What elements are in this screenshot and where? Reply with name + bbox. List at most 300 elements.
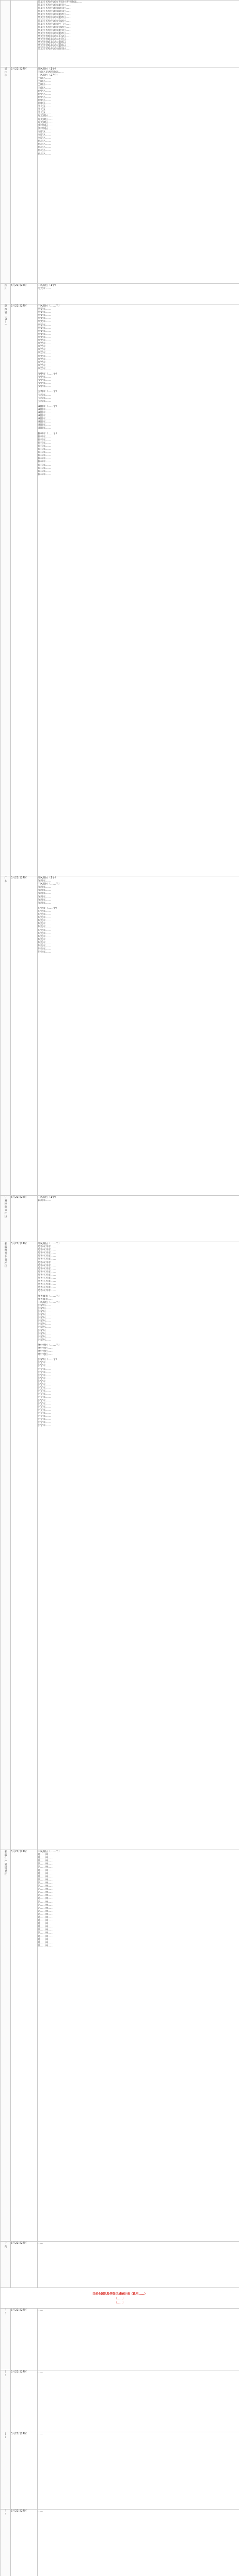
region-name: 陕西省（含…） bbox=[4, 304, 7, 327]
area-list-item: 伊宁市…… bbox=[38, 1380, 51, 1383]
area-list-cell bbox=[38, 2510, 239, 2576]
area-list-item: 乌鲁木齐市…… bbox=[38, 1289, 56, 1293]
area-list-item: 第……师…… bbox=[38, 1903, 54, 1907]
area-list-item: 西安市…… bbox=[38, 364, 51, 367]
area-list-item: 伊犁州…… bbox=[38, 1323, 51, 1326]
area-list-item: 伊宁市…… bbox=[38, 1393, 51, 1396]
area-list-item: 西安市…… bbox=[38, 361, 51, 364]
area-list-item: 乌鲁木齐市…… bbox=[38, 1255, 56, 1258]
area-list-item: 伊犁州…… bbox=[38, 1326, 51, 1329]
area-list-item: 巴南区…… bbox=[38, 77, 51, 80]
area-list-item: 伊宁市…… bbox=[38, 1370, 51, 1374]
area-list-item: 伊宁市…… bbox=[38, 1389, 51, 1393]
tail-table-body bbox=[1, 2309, 239, 2576]
area-list-item: 第……师…… bbox=[38, 1916, 54, 1919]
area-list-item: 黑龙江省哈尔滨市南岗区…… bbox=[38, 47, 72, 51]
area-list-item: 第……师…… bbox=[38, 1925, 54, 1929]
area-list-item: 黑龙江省哈尔滨市呼兰区…… bbox=[38, 22, 72, 26]
date-cell bbox=[11, 2510, 38, 2576]
area-list-item: 榆林市…… bbox=[38, 469, 51, 473]
area-list-item: 喀什地区…… bbox=[38, 1347, 54, 1350]
area-list-item: 渝中区…… bbox=[38, 92, 51, 96]
region-name: 新疆生产建设兵团 bbox=[4, 1850, 7, 1876]
region-row bbox=[1, 1850, 239, 2242]
area-list-item: 黑龙江省哈尔滨市道外区…… bbox=[38, 41, 72, 45]
area-list-item: 第……师…… bbox=[38, 1931, 54, 1935]
area-list-item: 吐鲁番市（……个） bbox=[38, 1294, 61, 1298]
area-list-item: 汉中市…… bbox=[38, 385, 51, 388]
area-list-item: 高风险区（……个） bbox=[38, 1242, 61, 1245]
area-list-item: 南岸区…… bbox=[38, 130, 51, 133]
area-list-item: 第……师…… bbox=[38, 1859, 54, 1863]
region-name: 四川 bbox=[4, 284, 7, 291]
area-list-item: 伊宁市…… bbox=[38, 1421, 51, 1425]
area-list-item: 榆林市…… bbox=[38, 441, 51, 445]
area-list-item: 西安市…… bbox=[38, 351, 51, 355]
area-list-item: 深圳市…… bbox=[38, 895, 51, 899]
area-list-item: 第……师…… bbox=[38, 1894, 54, 1897]
region-cell bbox=[1, 2510, 11, 2576]
area-list-item: 榆林市…… bbox=[38, 463, 51, 467]
area-list-item: 渝北区…… bbox=[38, 143, 51, 146]
area-list-item: 咸阳市…… bbox=[38, 427, 51, 430]
area-list-item: 咸阳市（……个） bbox=[38, 404, 59, 408]
area-list-item: 榆林市…… bbox=[38, 444, 51, 448]
region-row bbox=[1, 1, 239, 67]
area-list-cell bbox=[38, 284, 239, 304]
update-date: 3月22日24时 bbox=[11, 1850, 27, 1853]
area-list-item: 西安市…… bbox=[38, 323, 51, 327]
area-list-item: 伊宁市…… bbox=[38, 1374, 51, 1377]
area-list-item: 第……师…… bbox=[38, 1866, 54, 1869]
region-row bbox=[1, 2510, 239, 2576]
area-list-item: 西安市…… bbox=[38, 348, 51, 352]
area-list-item: 深圳市…… bbox=[38, 901, 51, 905]
area-list-item: 巴南区…… bbox=[38, 83, 51, 87]
area-list-item: 中风险区（……个） bbox=[38, 883, 61, 886]
area-list-item: …… bbox=[38, 2242, 43, 2245]
region-name: 宁夏回族自治区 bbox=[4, 1196, 7, 1218]
risk-table-body bbox=[1, 1, 239, 2288]
date-cell bbox=[11, 2370, 38, 2432]
date-cell bbox=[11, 304, 38, 876]
area-list-item: 吐鲁番市…… bbox=[38, 1297, 54, 1301]
area-list-item: 汉中市…… bbox=[38, 379, 51, 382]
area-list-item: 西安市…… bbox=[38, 367, 51, 370]
area-list-item: 伊宁市…… bbox=[38, 1405, 51, 1409]
area-list-item: 西安市…… bbox=[38, 317, 51, 320]
area-list-item: 东莞市…… bbox=[38, 944, 51, 947]
area-list-item: 东莞市…… bbox=[38, 919, 51, 923]
update-date: 3月22日24时 bbox=[11, 2309, 27, 2312]
notice-cell bbox=[1, 2288, 239, 2309]
region-cell bbox=[1, 2432, 11, 2510]
area-list-cell bbox=[38, 1242, 239, 1850]
area-list-item: 榆林市…… bbox=[38, 454, 51, 457]
area-list-item: 渝中区…… bbox=[38, 102, 51, 106]
area-list-item: 乌鲁木齐市…… bbox=[38, 1251, 56, 1255]
date-cell bbox=[11, 284, 38, 304]
area-list-item: 巴南区…… bbox=[38, 86, 51, 90]
date-cell bbox=[11, 1, 38, 67]
area-list-item: 伊宁市…… bbox=[38, 1364, 51, 1368]
area-list-item: 乌鲁木齐市…… bbox=[38, 1270, 56, 1274]
area-list-item: 南岸区…… bbox=[38, 133, 51, 137]
region-cell bbox=[1, 1196, 11, 1242]
area-list-item: 渝北区…… bbox=[38, 149, 51, 152]
area-list-item: …… bbox=[38, 2432, 43, 2435]
area-list-item: 第……师…… bbox=[38, 1944, 54, 1947]
area-list-item: 第……师…… bbox=[38, 1938, 54, 1941]
date-cell bbox=[11, 1242, 38, 1850]
area-list-item: 渝中区…… bbox=[38, 95, 51, 99]
area-list-item: 东莞市…… bbox=[38, 913, 51, 917]
area-list-item: 渝中区…… bbox=[38, 98, 51, 102]
area-list-item: 沙坪坝区…… bbox=[38, 124, 54, 127]
area-list-item: 伊宁市…… bbox=[38, 1386, 51, 1390]
area-list-item: 南充市 …… bbox=[38, 287, 52, 291]
area-list-item: …… bbox=[38, 2370, 43, 2374]
area-list-item: 第……师…… bbox=[38, 1856, 54, 1860]
notice-row bbox=[1, 2288, 239, 2309]
area-list-item: 伊宁市…… bbox=[38, 1418, 51, 1421]
area-list-item: …… bbox=[38, 2309, 43, 2312]
region-name: …… bbox=[4, 2309, 7, 2315]
region-name: …… bbox=[4, 2370, 7, 2377]
area-list-item: 伊犁州…… bbox=[38, 1310, 51, 1313]
update-date: 3月22日24时 bbox=[11, 67, 27, 71]
region-cell bbox=[1, 1850, 11, 2242]
region-row bbox=[1, 876, 239, 1196]
region-row bbox=[1, 1242, 239, 1850]
notice-subtitle: （……） bbox=[114, 2297, 125, 2300]
area-list-item: 第……师…… bbox=[38, 1906, 54, 1910]
area-list-item: 黑龙江省哈尔滨市松北区…… bbox=[38, 25, 72, 29]
area-list-item: …… bbox=[38, 2510, 43, 2513]
area-list-item: 榆林市…… bbox=[38, 438, 51, 442]
area-list-item: 第……师…… bbox=[38, 1869, 54, 1872]
area-list-item: 伊犁州…… bbox=[38, 1313, 51, 1317]
update-date: 3月22日24时 bbox=[11, 876, 27, 879]
area-list-item: 东莞市…… bbox=[38, 931, 51, 935]
area-list-item: 宝鸡市（……个） bbox=[38, 390, 59, 394]
area-list-item: 伊犁州…… bbox=[38, 1316, 51, 1320]
area-list-item: 东莞市…… bbox=[38, 916, 51, 920]
area-list-item: 第……师…… bbox=[38, 1897, 54, 1901]
area-list-item: 东莞市…… bbox=[38, 951, 51, 954]
area-list-item: 乌鲁木齐市…… bbox=[38, 1261, 56, 1264]
area-list-item: 第……师…… bbox=[38, 1922, 54, 1926]
area-list-item: 伊犁州…… bbox=[38, 1338, 51, 1342]
area-list-item: 乌鲁木齐市…… bbox=[38, 1273, 56, 1277]
area-list-item: 黑龙江省哈尔滨市松北区…… bbox=[38, 38, 72, 42]
region-row bbox=[1, 2432, 239, 2510]
area-list-cell bbox=[38, 304, 239, 876]
area-list-item: 伊犁州…… bbox=[38, 1329, 51, 1332]
update-date: 3月22日24时 bbox=[11, 2242, 27, 2245]
area-list-item: 黑龙江省哈尔滨市平房区…… bbox=[38, 35, 72, 39]
area-list-item: 第……师…… bbox=[38, 1891, 54, 1894]
region-cell bbox=[1, 876, 11, 1196]
area-list-item: 渝中区…… bbox=[38, 89, 51, 93]
area-list-item: 伊宁市…… bbox=[38, 1411, 51, 1415]
region-cell bbox=[1, 304, 11, 876]
date-cell bbox=[11, 1850, 38, 2242]
area-list-item: 巴南区龙洲湾街道…… bbox=[38, 71, 64, 74]
area-list-item: 榆林市（……个） bbox=[38, 432, 59, 435]
area-list-cell bbox=[38, 2242, 239, 2288]
area-list-item: 深圳市…… bbox=[38, 879, 51, 883]
area-list-cell bbox=[38, 67, 239, 284]
area-list-item: 西安市…… bbox=[38, 345, 51, 349]
area-list-item: 汉中市（……个） bbox=[38, 372, 59, 376]
area-list-item: 咸阳市…… bbox=[38, 408, 51, 411]
area-list-item: 东莞市…… bbox=[38, 941, 51, 944]
area-list-item: 榆林市…… bbox=[38, 460, 51, 464]
area-list-item: 江北区…… bbox=[38, 105, 51, 109]
update-date: 3月22日24时 bbox=[11, 304, 27, 308]
area-list-item: 伊犁州…… bbox=[38, 1319, 51, 1323]
area-list-item: 伊宁市…… bbox=[38, 1408, 51, 1412]
area-list-item: 第……师…… bbox=[38, 1888, 54, 1891]
area-list-item: 喀什地区…… bbox=[38, 1350, 54, 1353]
area-list-item: 榆林市…… bbox=[38, 472, 51, 476]
area-list-item: 巴南区…… bbox=[38, 80, 51, 83]
area-list-item: 第……师…… bbox=[38, 1909, 54, 1913]
update-date: 3月22日24时 bbox=[11, 2432, 27, 2435]
date-cell bbox=[11, 67, 38, 284]
area-list-item: 汉中市…… bbox=[38, 382, 51, 385]
area-list-item: 伊宁市…… bbox=[38, 1383, 51, 1387]
update-date: 3月22日24时 bbox=[11, 2370, 27, 2374]
area-list-item: 中风险区（1个） bbox=[38, 284, 58, 287]
area-list-item: 西安市…… bbox=[38, 342, 51, 346]
region-cell bbox=[1, 67, 11, 284]
area-list-item: 伊犁州…… bbox=[38, 1335, 51, 1338]
area-list-item: 江北区…… bbox=[38, 111, 51, 115]
region-name: 重庆市 bbox=[4, 67, 7, 77]
area-list-item: 东莞市…… bbox=[38, 922, 51, 926]
area-list-item: 第……师…… bbox=[38, 1875, 54, 1878]
area-list-item: 第……师…… bbox=[38, 1878, 54, 1882]
area-list-item: 九龙坡区…… bbox=[38, 121, 54, 124]
area-list-item: 第……师…… bbox=[38, 1935, 54, 1938]
area-list-item: 东莞市（……个） bbox=[38, 906, 59, 910]
area-list-item: 第……师…… bbox=[38, 1862, 54, 1866]
area-list-item: 西安市…… bbox=[38, 358, 51, 361]
update-date: 3月22日24时 bbox=[11, 284, 27, 287]
update-date: 3月22日24时 bbox=[11, 2510, 27, 2513]
area-list-item: 深圳市…… bbox=[38, 886, 51, 889]
area-list-item: 乌鲁木齐市…… bbox=[38, 1258, 56, 1261]
area-list-item: 乌鲁木齐市…… bbox=[38, 1277, 56, 1280]
area-list-item: 渝北区…… bbox=[38, 152, 51, 156]
area-list-item: 渝北区…… bbox=[38, 146, 51, 149]
area-list-item: 黑龙江省哈尔滨市南岗区…… bbox=[38, 7, 72, 10]
region-row bbox=[1, 1196, 239, 1242]
region-row bbox=[1, 2242, 239, 2288]
area-list-item: 中风险区（……个） bbox=[38, 1850, 61, 1853]
area-list-item: 咸阳市…… bbox=[38, 414, 51, 418]
region-name: …… bbox=[4, 2432, 7, 2439]
area-list-item: 黑龙江省哈尔滨市道外区…… bbox=[38, 16, 72, 20]
area-list-item: 乌鲁木齐市…… bbox=[38, 1264, 56, 1267]
region-cell bbox=[1, 1242, 11, 1850]
area-list-cell bbox=[38, 2432, 239, 2510]
area-list-item: 乌鲁木齐市…… bbox=[38, 1245, 56, 1249]
area-list-item: 伊宁市…… bbox=[38, 1367, 51, 1371]
area-list-cell bbox=[38, 1, 239, 67]
area-list-item: 伊犁州（……个） bbox=[38, 1358, 59, 1362]
area-list-item: 西安市…… bbox=[38, 335, 51, 339]
area-list-item: 西安市…… bbox=[38, 332, 51, 336]
area-list-item: 西安市…… bbox=[38, 320, 51, 324]
area-list-cell bbox=[38, 2370, 239, 2432]
area-list-item: 榆林市…… bbox=[38, 451, 51, 454]
area-list-cell bbox=[38, 876, 239, 1196]
date-cell bbox=[11, 2432, 38, 2510]
area-list-item: 榆林市…… bbox=[38, 457, 51, 461]
area-list-item: 中风险区（1个） bbox=[38, 1196, 58, 1199]
area-list-item: 汉中市…… bbox=[38, 376, 51, 379]
area-list-item: 九龙坡区…… bbox=[38, 114, 54, 118]
area-list-item: 第……师…… bbox=[38, 1900, 54, 1904]
area-list-item: 伊宁市…… bbox=[38, 1399, 51, 1402]
area-list-item: 第……师…… bbox=[38, 1885, 54, 1888]
date-cell bbox=[11, 876, 38, 1196]
region-row bbox=[1, 67, 239, 284]
area-list-item: 第……师…… bbox=[38, 1928, 54, 1932]
notice-title: 目前全国风险等级区域统计表（截至……） bbox=[92, 2293, 148, 2296]
area-list-item: 西安市…… bbox=[38, 311, 51, 314]
area-list-item: 东莞市…… bbox=[38, 938, 51, 941]
region-cell bbox=[1, 2309, 11, 2370]
region-cell bbox=[1, 2242, 11, 2288]
area-list-item: 黑龙江省哈尔滨市道外区…… bbox=[38, 13, 72, 16]
notice-note: （……） bbox=[114, 2301, 125, 2304]
area-list-item: 咸阳市…… bbox=[38, 423, 51, 427]
area-list-item: 东莞市…… bbox=[38, 925, 51, 929]
area-list-item: 西安市…… bbox=[38, 326, 51, 330]
region-name: 新疆维吾尔自治区 bbox=[4, 1242, 7, 1268]
area-list-item: 银川市…… bbox=[38, 1199, 51, 1202]
region-row bbox=[1, 2309, 239, 2370]
area-list-item: 西安市…… bbox=[38, 308, 51, 311]
area-list-item: 宝鸡市…… bbox=[38, 393, 51, 397]
area-list-item: 宝鸡市…… bbox=[38, 399, 51, 403]
region-cell bbox=[1, 284, 11, 304]
region-cell bbox=[1, 2370, 11, 2432]
area-list-item: 榆林市…… bbox=[38, 448, 51, 451]
area-list-item: 中风险区（……个） bbox=[38, 304, 61, 308]
area-list-item: 中风险区（27个） bbox=[38, 74, 59, 77]
area-list-item: 第……师…… bbox=[38, 1853, 54, 1857]
area-list-item: 榆林市…… bbox=[38, 466, 51, 470]
area-list-cell bbox=[38, 1196, 239, 1242]
area-list-item: 黑龙江省哈尔滨市道里区…… bbox=[38, 4, 72, 7]
area-list-item: 深圳市…… bbox=[38, 892, 51, 895]
region-row bbox=[1, 284, 239, 304]
area-list-item: 中风险区（……个） bbox=[38, 1300, 61, 1304]
area-list-item: 东莞市…… bbox=[38, 947, 51, 951]
region-cell bbox=[1, 1, 11, 67]
area-list-item: 伊宁市…… bbox=[38, 1377, 51, 1380]
area-list-item: 江北区…… bbox=[38, 108, 51, 112]
area-list-item: 咸阳市…… bbox=[38, 417, 51, 421]
area-list-item: 乌鲁木齐市…… bbox=[38, 1283, 56, 1286]
area-list-item: 第……师…… bbox=[38, 1881, 54, 1885]
area-list-item: 伊宁市…… bbox=[38, 1361, 51, 1365]
region-name: 广东 bbox=[4, 876, 7, 883]
area-list-item: 喀什地区（……个） bbox=[38, 1343, 61, 1347]
area-list-item: 宝鸡市…… bbox=[38, 396, 51, 400]
notice-box bbox=[1, 2288, 239, 2308]
area-list-cell bbox=[38, 1850, 239, 2242]
area-list-item: 西安市…… bbox=[38, 329, 51, 333]
date-cell bbox=[11, 2242, 38, 2288]
region-name: 上海 bbox=[4, 2242, 7, 2248]
area-list-item: 第……师…… bbox=[38, 1872, 54, 1875]
area-list-item: 深圳市…… bbox=[38, 889, 51, 892]
area-list-item: 西安市…… bbox=[38, 354, 51, 358]
area-list-item: 伊犁州…… bbox=[38, 1303, 51, 1307]
area-list-item: 黑龙江省哈尔滨市道里区…… bbox=[38, 28, 72, 32]
region-name: …… bbox=[4, 2510, 7, 2516]
area-list-item: 第……师…… bbox=[38, 1941, 54, 1944]
region-row bbox=[1, 304, 239, 876]
area-list-item: 伊犁州…… bbox=[38, 1307, 51, 1310]
area-list-item: 黑龙江省哈尔滨市香坊区香电街道…… bbox=[38, 1, 82, 4]
area-list-item: 乌鲁木齐市…… bbox=[38, 1267, 56, 1270]
area-list-cell bbox=[38, 2309, 239, 2370]
area-list-item: 东莞市…… bbox=[38, 928, 51, 932]
area-list-item: 西安市…… bbox=[38, 314, 51, 317]
date-cell bbox=[11, 2309, 38, 2370]
area-list-item: 南岸区…… bbox=[38, 137, 51, 140]
date-cell bbox=[11, 1196, 38, 1242]
area-list-item: 乌鲁木齐市…… bbox=[38, 1248, 56, 1252]
area-list-item: 伊宁市…… bbox=[38, 1424, 51, 1428]
area-list-item: 咸阳市…… bbox=[38, 411, 51, 414]
area-list-item: 东莞市…… bbox=[38, 909, 51, 913]
area-list-item: 西安市…… bbox=[38, 339, 51, 343]
area-list-item: 乌鲁木齐市…… bbox=[38, 1280, 56, 1283]
area-list-item: 黑龙江省哈尔滨市道外区…… bbox=[38, 31, 72, 35]
area-list-item: 沙坪坝区…… bbox=[38, 127, 54, 130]
area-list-item: 黑龙江省哈尔滨市松北区…… bbox=[38, 19, 72, 23]
area-list-item: 伊宁市…… bbox=[38, 1402, 51, 1405]
area-list-item: 黑龙江省哈尔滨市南岗区…… bbox=[38, 10, 72, 13]
update-date: 3月22日24时 bbox=[11, 1196, 27, 1199]
area-list-item: 伊宁市…… bbox=[38, 1414, 51, 1418]
update-date: 3月22日24时 bbox=[11, 1242, 27, 1245]
area-list-item: 黑龙江省哈尔滨市道外区…… bbox=[38, 44, 72, 48]
area-list-item: 东莞市…… bbox=[38, 935, 51, 938]
area-list-item: 咸阳市…… bbox=[38, 420, 51, 424]
area-list-item: 第……师…… bbox=[38, 1912, 54, 1916]
area-list-item: 喀什地区…… bbox=[38, 1353, 54, 1357]
area-list-item: 伊宁市…… bbox=[38, 1396, 51, 1399]
area-list-item: 深圳市…… bbox=[38, 898, 51, 902]
area-list-item: 高风险区（1个） bbox=[38, 67, 58, 71]
area-list-item: 乌鲁木齐市…… bbox=[38, 1286, 56, 1290]
notice-body bbox=[1, 2288, 239, 2309]
area-list-item: 榆林市…… bbox=[38, 435, 51, 438]
area-list-item: 伊犁州…… bbox=[38, 1332, 51, 1335]
area-list-item: 渝北区…… bbox=[38, 140, 51, 143]
area-list-item: 第……师…… bbox=[38, 1919, 54, 1923]
area-list-item: 九龙坡区…… bbox=[38, 117, 54, 121]
